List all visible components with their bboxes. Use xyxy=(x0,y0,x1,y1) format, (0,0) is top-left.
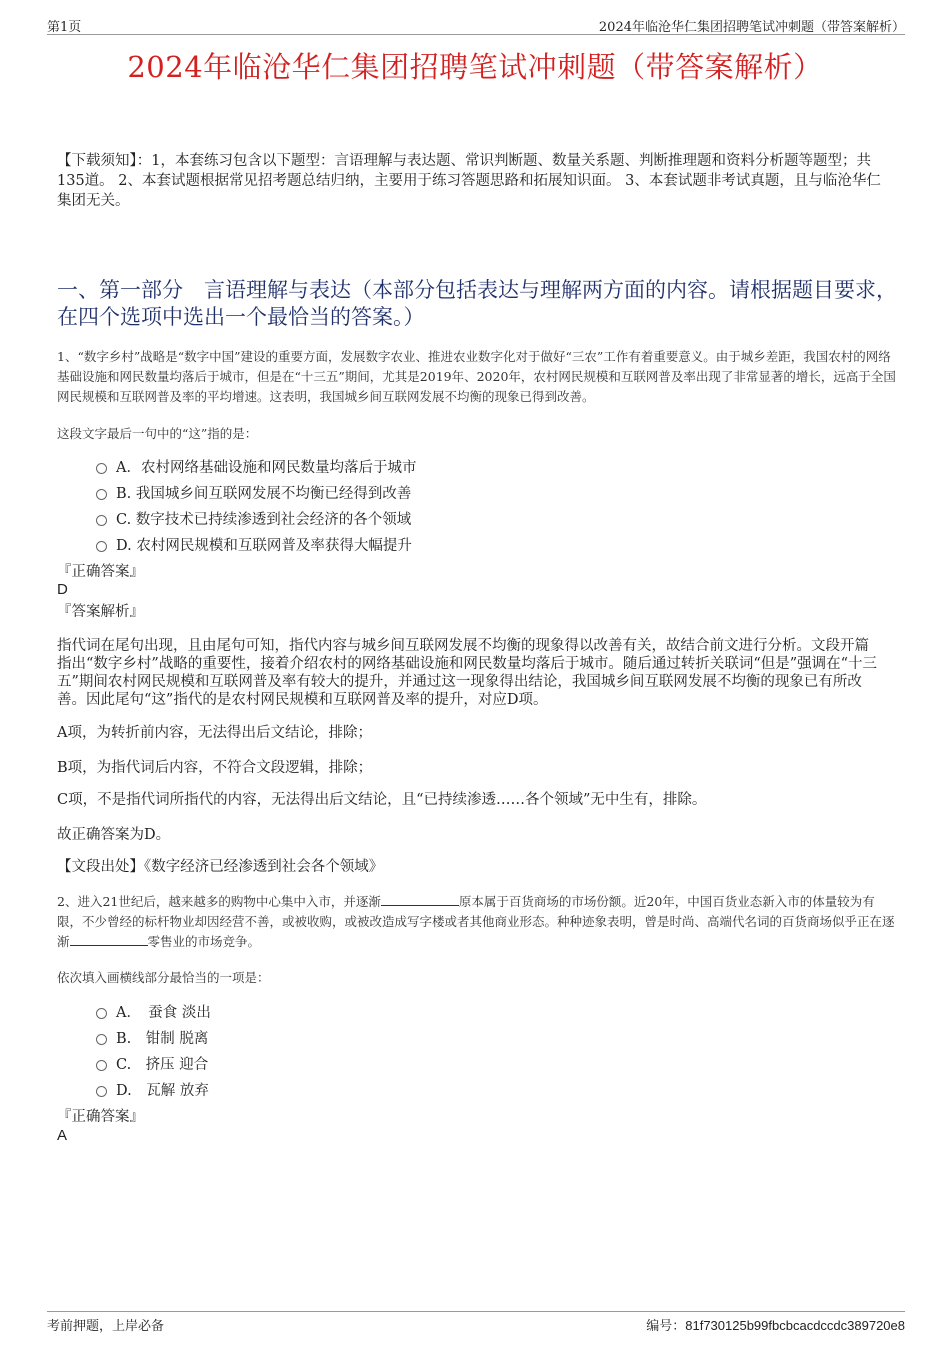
option-b[interactable] xyxy=(96,1024,211,1050)
question-1-prompt: 这段文字最后一句中的“这”指的是： xyxy=(57,426,258,441)
option-label: D. 瓦解 放弃 xyxy=(116,1082,209,1099)
question-2-prompt: 依次填入画横线部分最恰当的一项是： xyxy=(57,970,270,985)
source-citation: 【文段出处】《数字经济已经渗透到社会各个领域》 xyxy=(57,859,384,875)
option-a[interactable] xyxy=(96,453,416,479)
option-c[interactable] xyxy=(96,1050,211,1076)
correct-answer: A xyxy=(57,1127,68,1144)
option-label: C. 数字技术已持续渗透到社会经济的各个领域 xyxy=(116,511,412,528)
option-d[interactable] xyxy=(96,1076,211,1102)
radio-icon[interactable] xyxy=(96,1008,107,1019)
fill-blank xyxy=(381,893,459,906)
correct-answer: D xyxy=(57,581,68,598)
option-b[interactable] xyxy=(96,479,416,505)
analysis-item-b: B项，为指代词后内容，不符合文段逻辑，排除； xyxy=(57,760,373,776)
analysis-label: 『答案解析』 xyxy=(57,604,144,620)
download-notice: 【下载须知】：1，本套练习包含以下题型：言语理解与表达题、常识判断题、数量关系题、判断推理题和资料分析题等题型；共135道。 2、本套试题根据常见招考题总结归纳，主要用于练习答题思路和拓展知识面。 3、本套试题非考试真题，且与临沧华仁集团无关。 xyxy=(57,153,881,209)
analysis-item-a: A项，为转折前内容，无法得出后文结论，排除； xyxy=(57,725,372,741)
question-1-stem: 1、“数字乡村”战略是“数字中国”建设的重要方面，发展数字农业、推进农业数字化对于做好“三农”工作有着重要意义。由于城乡差距，我国农村的网络基础设施和网民数量均落后于城市，但是在“十三五”期间，尤其是2019年、2020年，农村网民规模和互联网普及率出现了非常显著的增长，远高于全国网民规模和互联网普及率的平均增速。这表明，我国城乡间互联网发展不均衡的现象已得到改善。 xyxy=(57,349,896,404)
question-1-options xyxy=(96,453,416,557)
footer-slogan: 考前押题，上岸必备 xyxy=(47,1319,165,1334)
option-label: C. 挤压 迎合 xyxy=(116,1056,209,1073)
fill-blank xyxy=(70,933,148,946)
question-2-options xyxy=(96,998,211,1102)
radio-icon[interactable] xyxy=(96,515,107,526)
option-d[interactable] xyxy=(96,531,416,557)
correct-answer-label: 『正确答案』 xyxy=(57,564,144,580)
page-footer xyxy=(47,1311,905,1334)
radio-icon[interactable] xyxy=(96,1086,107,1097)
radio-icon[interactable] xyxy=(96,1060,107,1071)
correct-answer-label: 『正确答案』 xyxy=(57,1109,144,1125)
option-label: A．农村网络基础设施和网民数量均落后于城市 xyxy=(116,459,417,476)
analysis-text: 指代词在尾句出现，且由尾句可知，指代内容与城乡间互联网发展不均衡的现象得以改善有关，故结合前文进行分析。文段开篇指出“数字乡村”战略的重要性，接着介绍农村的网络基础设施和网民数量均落后于城市。随后通过转折关联词“但是”强调在“十三五”期间农村网民规模和互联网普及率有较大的提升，并通过这一现象得出结论，我国城乡间互联网发展不均衡的现象已有所改善。因此尾句“这”指代的是农村网民规模和互联网普及率的提升，对应D项。 xyxy=(57,638,878,708)
radio-icon[interactable] xyxy=(96,1034,107,1045)
header-doc-title: 2024年临沧华仁集团招聘笔试冲刺题（带答案解析） xyxy=(598,20,905,35)
option-c[interactable] xyxy=(96,505,416,531)
section-heading: 一、第一部分 言语理解与表达（本部分包括表达与理解两方面的内容。请根据题目要求，在四个选项中选出一个最恰当的答案。） xyxy=(57,278,897,329)
option-label: B. 钳制 脱离 xyxy=(116,1030,209,1047)
analysis-item-c: C项，不是指代词所指代的内容，无法得出后文结论，且“已持续渗透……各个领域”无中生有，排除。 xyxy=(57,792,707,808)
option-label: D. 农村网民规模和互联网普及率获得大幅提升 xyxy=(116,537,412,554)
page-number: 第1页 xyxy=(47,20,82,35)
radio-icon[interactable] xyxy=(96,541,107,552)
option-label: B. 我国城乡间互联网发展不均衡已经得到改善 xyxy=(116,485,412,502)
analysis-conclusion: 故正确答案为D。 xyxy=(57,827,171,843)
option-label: A． 蚕食 淡出 xyxy=(116,1004,211,1021)
question-2-stem: 2、进入21世纪后，越来越多的购物中心集中入市，并逐渐 原本属于百货商场的市场份额。近20年，中国百货业态新入市的体量较为有限，不少曾经的标杆物业却因经营不善，或被收购，或被改造成写字楼或者其他商业形态。种种迹象表明，曾是时尚、高端代名词的百货商场似乎正在逐渐 零售业的市场竞争。 xyxy=(57,894,895,949)
document-code: 编号：81f730125b99fbcbcacdccdc389720e8 xyxy=(646,1318,905,1334)
radio-icon[interactable] xyxy=(96,463,107,474)
radio-icon[interactable] xyxy=(96,489,107,500)
option-a[interactable] xyxy=(96,998,211,1024)
document-title: 2024年临沧华仁集团招聘笔试冲刺题（带答案解析） xyxy=(127,50,823,84)
page-header xyxy=(47,14,905,35)
